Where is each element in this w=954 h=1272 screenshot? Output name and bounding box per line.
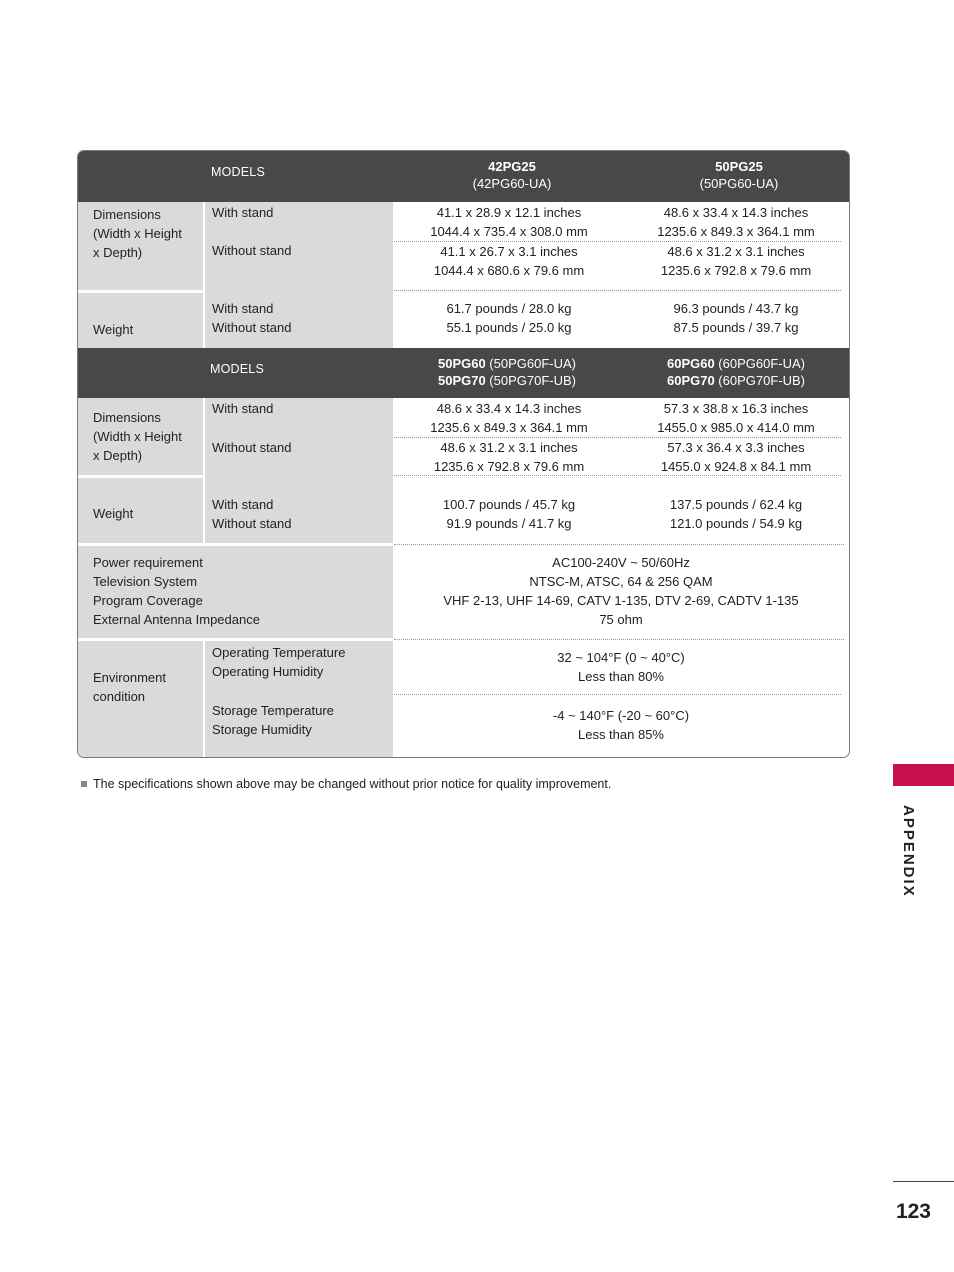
weight-label: Weight (93, 506, 134, 521)
model-col-60pg60: 60PG60 (60PG60F-UA) 60PG70 (60PG70F-UB) (666, 356, 805, 388)
dim-with-60pg60: 57.3 x 38.8 x 16.3 inches 1455.0 x 985.0 x 414.0 mm (657, 401, 815, 435)
with-stand-label: With stand (212, 205, 274, 220)
with-stand-label: With stand (212, 401, 274, 416)
appendix-side-label: APPENDIX (900, 805, 917, 898)
common-labels (93, 553, 260, 629)
antenna-impedance-label: External Antenna Impedance (93, 612, 260, 627)
power-requirement-label: Power requirement (93, 555, 203, 570)
dim-without-50: 48.6 x 31.2 x 3.1 inches 1235.6 x 792.8 x 79.6 mm (660, 244, 812, 278)
operating-labels: Operating Temperature Operating Humidity (212, 645, 346, 679)
models-header-2 (78, 348, 849, 398)
model-col-50pg60: 50PG60 (50PG60F-UA) 50PG70 (50PG70F-UB) (437, 356, 576, 388)
section-tab-marker (893, 764, 954, 786)
model-variant: (42PG60-UA) (472, 176, 552, 191)
dimensions-label-2: Dimensions (Width x Height x Depth) (93, 410, 182, 463)
without-stand-label: Without stand (212, 243, 292, 258)
dim-with-50: 48.6 x 33.4 x 14.3 inches 1235.6 x 849.3 x 364.1 mm (657, 205, 815, 239)
model-name: 50PG25 (715, 159, 763, 174)
weight-50: 96.3 pounds / 43.7 kg 87.5 pounds / 39.7 kg (673, 301, 799, 335)
common-values: AC100-240V ~ 50/60Hz NTSC-M, ATSC, 64 & 256 QAM VHF 2-13, UHF 14-69, CATV 1-135, DTV 2-69, CADTV 1-135 75 ohm (443, 555, 799, 627)
dim-without-60pg60: 57.3 x 36.4 x 3.3 inches 1455.0 x 924.8 x 84.1 mm (660, 440, 812, 474)
program-coverage-label: Program Coverage (93, 593, 203, 608)
dim-with-50pg60: 48.6 x 33.4 x 14.3 inches 1235.6 x 849.3 x 364.1 mm (430, 401, 588, 435)
dim-without-50pg60: 48.6 x 31.2 x 3.1 inches 1235.6 x 792.8 x 79.6 mm (433, 440, 585, 474)
models-header-1 (78, 151, 849, 202)
operating-values: 32 ~ 104°F (0 ~ 40°C) Less than 80% (557, 650, 685, 684)
models-label: MODELS (210, 362, 264, 376)
weight-label: Weight (93, 322, 134, 337)
footnote: The specifications shown above may be changed without prior notice for quality improvement. (81, 777, 611, 791)
dim-with-42: 41.1 x 28.9 x 12.1 inches 1044.4 x 735.4 x 308.0 mm (430, 205, 588, 239)
page-number: 123 (895, 1200, 931, 1223)
models-label: MODELS (211, 165, 265, 179)
dim-without-42: 41.1 x 26.7 x 3.1 inches 1044.4 x 680.6 x 79.6 mm (433, 244, 585, 278)
television-system-label: Television System (93, 574, 198, 589)
weight-60pg60: 137.5 pounds / 62.4 kg 121.0 pounds / 54.9 kg (669, 497, 803, 531)
bullet-square-icon (81, 781, 87, 787)
weight-42: 61.7 pounds / 28.0 kg 55.1 pounds / 25.0 kg (446, 301, 572, 335)
storage-values: -4 ~ 140°F (-20 ~ 60°C) Less than 85% (552, 708, 690, 742)
dimensions-label-1: Dimensions (Width x Height x Depth) (93, 207, 182, 260)
model-col-42pg25 (412, 158, 612, 192)
page-divider (893, 1181, 954, 1182)
model-variant: (50PG60-UA) (699, 176, 779, 191)
weight-sublabels: With stand Without stand (212, 301, 292, 335)
environment-label: Environment condition (93, 670, 166, 704)
model-col-50pg25 (639, 158, 839, 192)
weight-sublabels: With stand Without stand (212, 497, 292, 531)
spec-table (77, 150, 850, 758)
without-stand-label: Without stand (212, 440, 292, 455)
model-name: 42PG25 (488, 159, 536, 174)
weight-50pg60: 100.7 pounds / 45.7 kg 91.9 pounds / 41.7 kg (442, 497, 576, 531)
storage-labels: Storage Temperature Storage Humidity (212, 703, 334, 737)
